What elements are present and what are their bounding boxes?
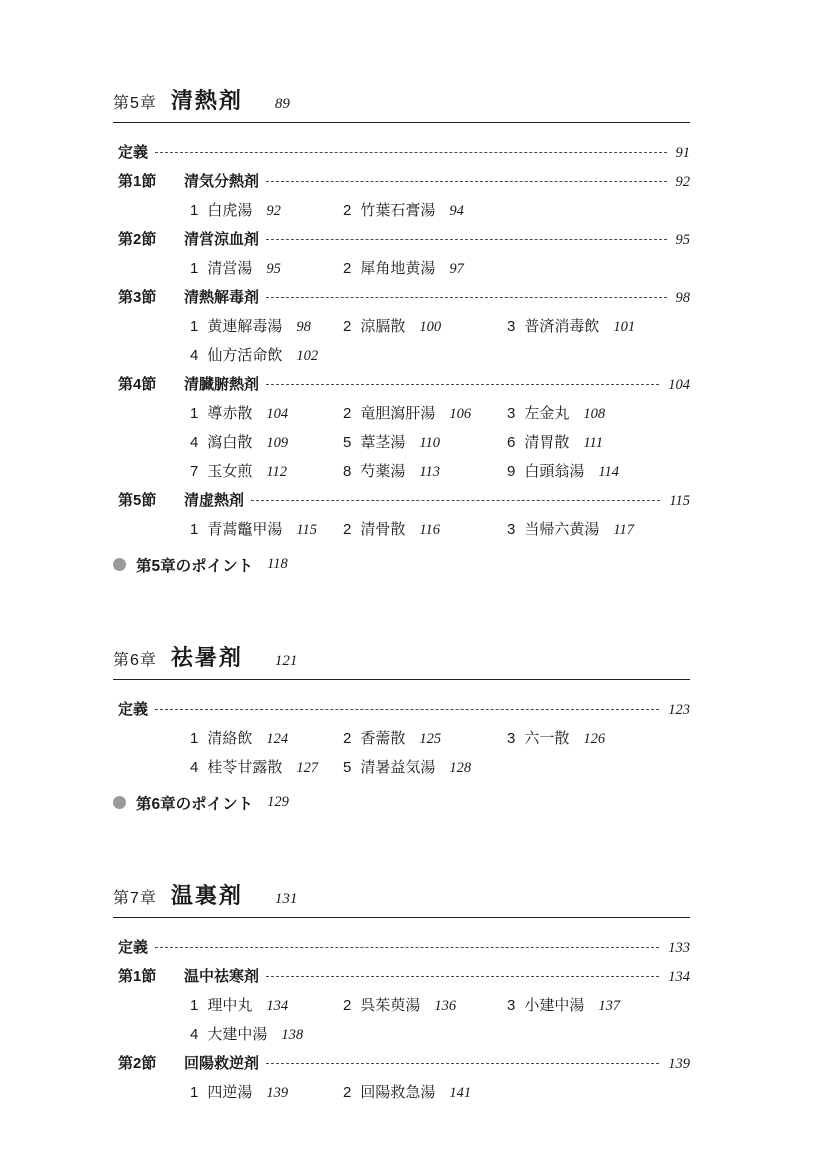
formula-item [507,730,605,748]
formula-number: 3 [507,521,516,538]
formula-item [343,997,456,1015]
formula-page-number: 138 [281,1027,304,1043]
formula-items-row [190,202,690,231]
formula-name: 白頭翁湯 [524,463,585,480]
dotted-leader [266,297,666,298]
formula-item [507,434,603,452]
toc-entry-row [113,492,690,521]
toc-entry-row [113,173,690,202]
entry-section-name: 清臓腑熱剤 [184,376,260,393]
entry-section-name: 清営涼血剤 [184,231,260,248]
formula-page-number: 104 [266,406,289,422]
formula-number: 6 [507,434,516,451]
formula-page-number: 106 [449,406,472,422]
formula-page-number: 136 [434,998,457,1014]
entry-section-name: 清虚熱剤 [184,492,245,509]
formula-item [190,1084,288,1102]
chapter-points-row [113,788,690,817]
formula-number: 1 [190,730,199,747]
formula-number: 1 [190,318,199,335]
toc-entry-row [113,231,690,260]
formula-number: 1 [190,521,199,538]
formula-page-number: 139 [266,1085,289,1101]
formula-page-number: 100 [419,319,442,335]
formula-page-number: 127 [296,760,319,776]
bullet-icon [113,558,126,571]
dotted-leader [266,239,666,240]
formula-name: 清胃散 [524,434,570,451]
formula-name: 桂苓甘露散 [207,759,283,776]
formula-page-number: 109 [266,435,289,451]
formula-page-number: 102 [296,348,319,364]
entry-page-number: 123 [668,702,690,718]
formula-page-number: 94 [449,203,464,219]
formula-number: 2 [343,997,352,1014]
formula-number: 8 [343,463,352,480]
entry-label: 定義 [118,701,149,718]
formula-items-row [190,759,690,788]
formula-item [343,318,441,336]
chapter-page-number: 89 [274,96,290,112]
formula-name: 犀角地黄湯 [360,260,436,277]
entry-section-name: 清気分熱剤 [184,173,260,190]
entry-label: 第1節 [118,173,157,190]
formula-items-row [190,405,690,434]
formula-items-row [190,434,690,463]
formula-items-row [190,1084,690,1113]
toc-entry-row [113,1055,690,1084]
formula-item [343,521,440,539]
formula-item [507,405,605,423]
formula-item [190,759,318,777]
formula-item [507,318,635,336]
entry-page-number: 98 [675,290,690,306]
toc-entry-row [113,144,690,173]
entry-label: 第2節 [118,1055,157,1072]
formula-name: 清骨散 [360,521,406,538]
entry-section-name: 温中祛寒剤 [184,968,260,985]
formula-name: 涼膈散 [360,318,406,335]
formula-name: 竜胆瀉肝湯 [360,405,436,422]
chapter-entries [113,144,690,579]
chapter-page-number: 131 [274,891,298,907]
formula-page-number: 113 [419,464,441,480]
formula-name: 左金丸 [524,405,570,422]
formula-page-number: 101 [613,319,636,335]
toc-entry-row [113,289,690,318]
dotted-leader [266,1063,659,1064]
formula-number: 1 [190,1084,199,1101]
formula-number: 2 [343,202,352,219]
dotted-leader [266,181,666,182]
formula-item [343,434,440,452]
formula-page-number: 114 [598,464,620,480]
entry-section-name: 清熱解毒剤 [184,289,260,306]
formula-name: 導赤散 [207,405,253,422]
chapter-entries [113,939,690,1113]
entry-label: 第3節 [118,289,157,306]
formula-name: 芍薬湯 [360,463,406,480]
formula-page-number: 126 [583,731,606,747]
formula-page-number: 125 [419,731,442,747]
formula-page-number: 97 [449,261,464,277]
formula-name: 清絡飲 [207,730,253,747]
chapter-section [113,879,690,1113]
formula-items-row [190,260,690,289]
toc-entry-row [113,939,690,968]
formula-items-row [190,347,690,376]
formula-page-number: 112 [266,464,288,480]
points-page-number: 118 [267,556,288,572]
formula-name: 六一散 [524,730,570,747]
formula-items-row [190,521,690,550]
formula-item [343,202,464,220]
formula-page-number: 128 [449,760,472,776]
formula-item [190,997,288,1015]
formula-item [343,730,441,748]
entry-label: 第1節 [118,968,157,985]
formula-name: 当帰六黄湯 [524,521,600,538]
formula-name: 回陽救急湯 [360,1084,436,1101]
formula-name: 大建中湯 [207,1026,268,1043]
chapter-header [113,84,690,123]
formula-page-number: 134 [266,998,289,1014]
chapter-points-label: 第5章のポイント [136,557,254,575]
entry-label: 第4節 [118,376,157,393]
entry-page-number: 133 [668,940,690,956]
points-page-number: 129 [267,794,289,810]
formula-page-number: 111 [583,435,603,451]
formula-name: 葦茎湯 [360,434,406,451]
formula-item [190,260,281,278]
dotted-leader [251,500,660,501]
chapter-points-label: 第6章のポイント [136,795,254,813]
toc-entry-row [113,968,690,997]
chapter-entries [113,701,690,817]
formula-item [190,521,317,539]
entry-page-number: 104 [668,377,690,393]
formula-items-row [190,1026,690,1055]
entry-section-name: 回陽救逆剤 [184,1055,260,1072]
dotted-leader [155,947,659,948]
formula-page-number: 98 [296,319,311,335]
formula-number: 2 [343,405,352,422]
formula-items-row [190,730,690,759]
formula-name: 仙方活命飲 [207,347,283,364]
formula-page-number: 124 [266,731,289,747]
formula-name: 玉女煎 [207,463,253,480]
chapter-header [113,879,690,918]
entry-page-number: 95 [675,232,690,248]
dotted-leader [155,152,666,153]
formula-page-number: 137 [598,998,621,1014]
formula-name: 清暑益気湯 [360,759,436,776]
entry-label: 定義 [118,939,149,956]
toc-entry-row [113,701,690,730]
formula-number: 1 [190,202,199,219]
formula-name: 呉茱萸湯 [360,997,421,1014]
formula-number: 7 [190,463,199,480]
formula-page-number: 92 [266,203,281,219]
chapter-page-number: 121 [274,653,298,669]
formula-item [507,521,634,539]
formula-number: 4 [190,1026,199,1043]
entry-page-number: 139 [668,1056,690,1072]
formula-item [190,405,288,423]
formula-number: 1 [190,260,199,277]
formula-name: 理中丸 [207,997,253,1014]
entry-label: 第2節 [118,231,157,248]
entry-label: 定義 [118,144,149,161]
chapter-section [113,641,690,817]
formula-number: 9 [507,463,516,480]
entry-page-number: 92 [675,174,690,190]
entry-page-number: 91 [675,145,690,161]
formula-items-row [190,997,690,1026]
formula-number: 1 [190,997,199,1014]
formula-item [190,463,287,481]
formula-number: 5 [343,759,352,776]
formula-name: 竹葉石膏湯 [360,202,436,219]
formula-number: 3 [507,405,516,422]
chapter-title: 祛暑剤 [170,645,243,670]
chapter-title: 温裏剤 [170,883,243,908]
formula-item [343,260,464,278]
formula-page-number: 95 [266,261,281,277]
formula-item [190,347,318,365]
formula-number: 3 [507,318,516,335]
formula-name: 四逆湯 [207,1084,253,1101]
formula-name: 清営湯 [207,260,253,277]
entry-label: 第5節 [118,492,157,509]
formula-item [507,997,620,1015]
formula-number: 4 [190,434,199,451]
dotted-leader [266,976,659,977]
chapter-title: 清熱剤 [170,88,243,113]
formula-page-number: 108 [583,406,606,422]
formula-item [190,202,281,220]
formula-name: 白虎湯 [207,202,253,219]
chapter-section [113,84,690,579]
formula-name: 香薷散 [360,730,406,747]
formula-number: 5 [343,434,352,451]
formula-number: 2 [343,730,352,747]
formula-item [190,434,288,452]
entry-page-number: 115 [669,493,690,509]
formula-number: 4 [190,759,199,776]
formula-number: 2 [343,318,352,335]
formula-item [343,1084,471,1102]
formula-item [343,463,440,481]
formula-name: 青蒿鼈甲湯 [207,521,283,538]
formula-item [343,405,471,423]
formula-item [190,318,311,336]
chapter-number-label: 第5章 [113,95,157,112]
formula-item [190,1026,303,1044]
formula-page-number: 115 [296,522,318,538]
formula-page-number: 116 [419,522,441,538]
entry-page-number: 134 [668,969,690,985]
formula-items-row [190,318,690,347]
formula-number: 1 [190,405,199,422]
formula-name: 普済消毒飲 [524,318,600,335]
formula-number: 2 [343,521,352,538]
formula-name: 小建中湯 [524,997,585,1014]
formula-name: 瀉白散 [207,434,253,451]
formula-number: 2 [343,1084,352,1101]
formula-page-number: 117 [613,522,635,538]
dotted-leader [266,384,659,385]
formula-item [343,759,471,777]
formula-item [507,463,619,481]
formula-item [190,730,288,748]
dotted-leader [155,709,659,710]
formula-number: 4 [190,347,199,364]
formula-page-number: 110 [419,435,441,451]
formula-name: 黄連解毒湯 [207,318,283,335]
chapter-header [113,641,690,680]
chapter-number-label: 第7章 [113,890,157,907]
formula-number: 3 [507,997,516,1014]
formula-number: 3 [507,730,516,747]
chapter-points-row [113,550,690,579]
formula-number: 2 [343,260,352,277]
toc-entry-row [113,376,690,405]
formula-items-row [190,463,690,492]
formula-page-number: 141 [449,1085,472,1101]
bullet-icon [113,796,126,809]
chapter-number-label: 第6章 [113,652,157,669]
